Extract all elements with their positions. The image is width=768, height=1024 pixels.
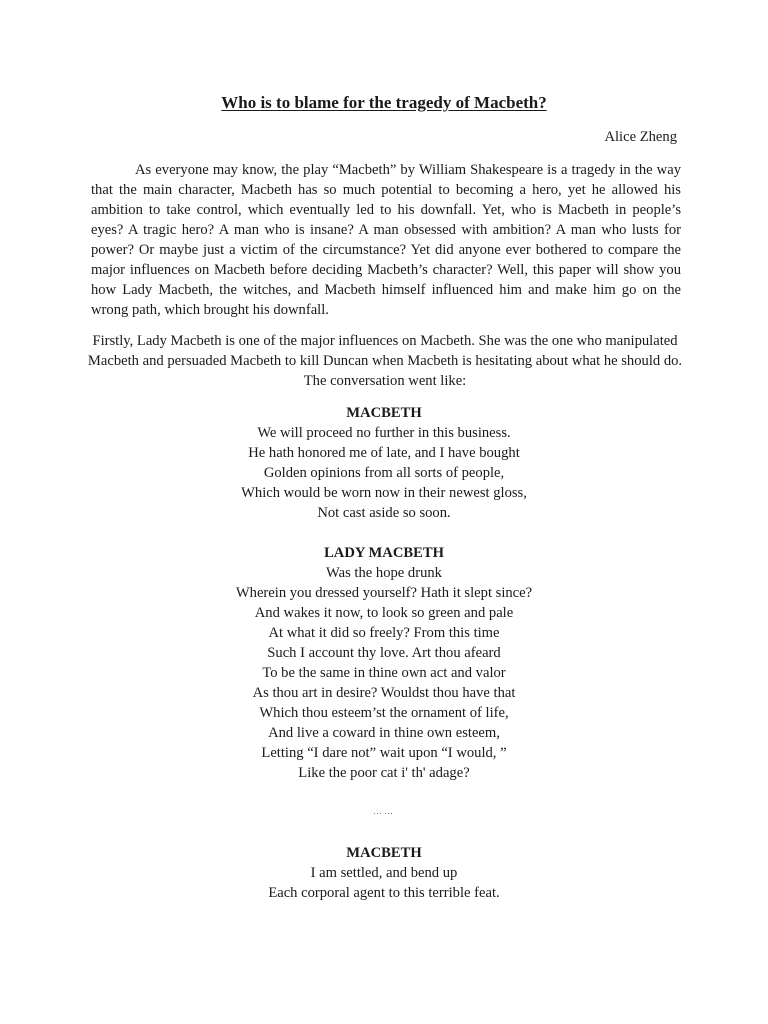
verse-line: As thou art in desire? Wouldst thou have that: [252, 685, 516, 701]
speaker-name: MACBETH: [346, 845, 422, 861]
paragraph-intro: As everyone may know, the play “Macbeth” by William Shakespeare is a tragedy in the way that the main character, Macbeth has so much potential to becoming a hero, yet he allowed his ambition to take control, which eventually led to his downfall. Yet, who is Macbeth in people’s eyes? A tragic hero? A man who is insane? A man obsessed with ambition? A man who lusts for power? Or maybe just a victim of the circumstance? Yet did anyone ever bothered to compare the major influences on Macbeth before deciding Macbeth’s character? Well, this paper will show you how Lady Macbeth, the witches, and Macbeth himself influenced him and make him go on the wrong path, which brought his downfall.: [91, 162, 681, 318]
verse-line: Which thou esteem’st the ornament of life,: [259, 705, 509, 721]
section-ellipsis: ……: [373, 806, 395, 816]
speaker-name: LADY MACBETH: [324, 545, 444, 561]
verse-line: He hath honored me of late, and I have bought: [248, 445, 520, 461]
verse-macbeth-2: [0, 843, 768, 903]
verse-line: And live a coward in thine own esteem,: [268, 725, 500, 741]
verse-line: Like the poor cat i' th' adage?: [298, 765, 470, 781]
paragraph-lady-macbeth: Firstly, Lady Macbeth is one of the major influences on Macbeth. She was the one who manipulated Macbeth and persuaded Macbeth to kill Duncan when Macbeth is hesitating about what he should do. The conversation went like:: [87, 333, 683, 389]
verse-line: Each corporal agent to this terrible feat.: [268, 885, 500, 901]
verse-line: Such I account thy love. Art thou afeard: [267, 645, 501, 661]
verse-line: Which would be worn now in their newest gloss,: [241, 485, 527, 501]
verse-macbeth-1: [0, 403, 768, 523]
verse-line: To be the same in thine own act and valor: [262, 665, 506, 681]
document-title: Who is to blame for the tragedy of Macbeth?: [221, 93, 547, 112]
verse-line: And wakes it now, to look so green and pale: [254, 605, 514, 621]
author-name: Alice Zheng: [604, 129, 677, 145]
verse-line: We will proceed no further in this business.: [257, 425, 511, 441]
verse-line: At what it did so freely? From this time: [268, 625, 500, 641]
verse-line: Letting “I dare not” wait upon “I would, ”: [261, 745, 507, 761]
verse-line: Golden opinions from all sorts of people,: [263, 465, 505, 481]
verse-line: Wherein you dressed yourself? Hath it slept since?: [235, 585, 533, 601]
verse-line: Not cast aside so soon.: [317, 505, 451, 521]
verse-lady-macbeth: [0, 543, 768, 783]
verse-line: I am settled, and bend up: [310, 865, 458, 881]
verse-line: Was the hope drunk: [326, 565, 442, 581]
speaker-name: MACBETH: [346, 405, 422, 421]
